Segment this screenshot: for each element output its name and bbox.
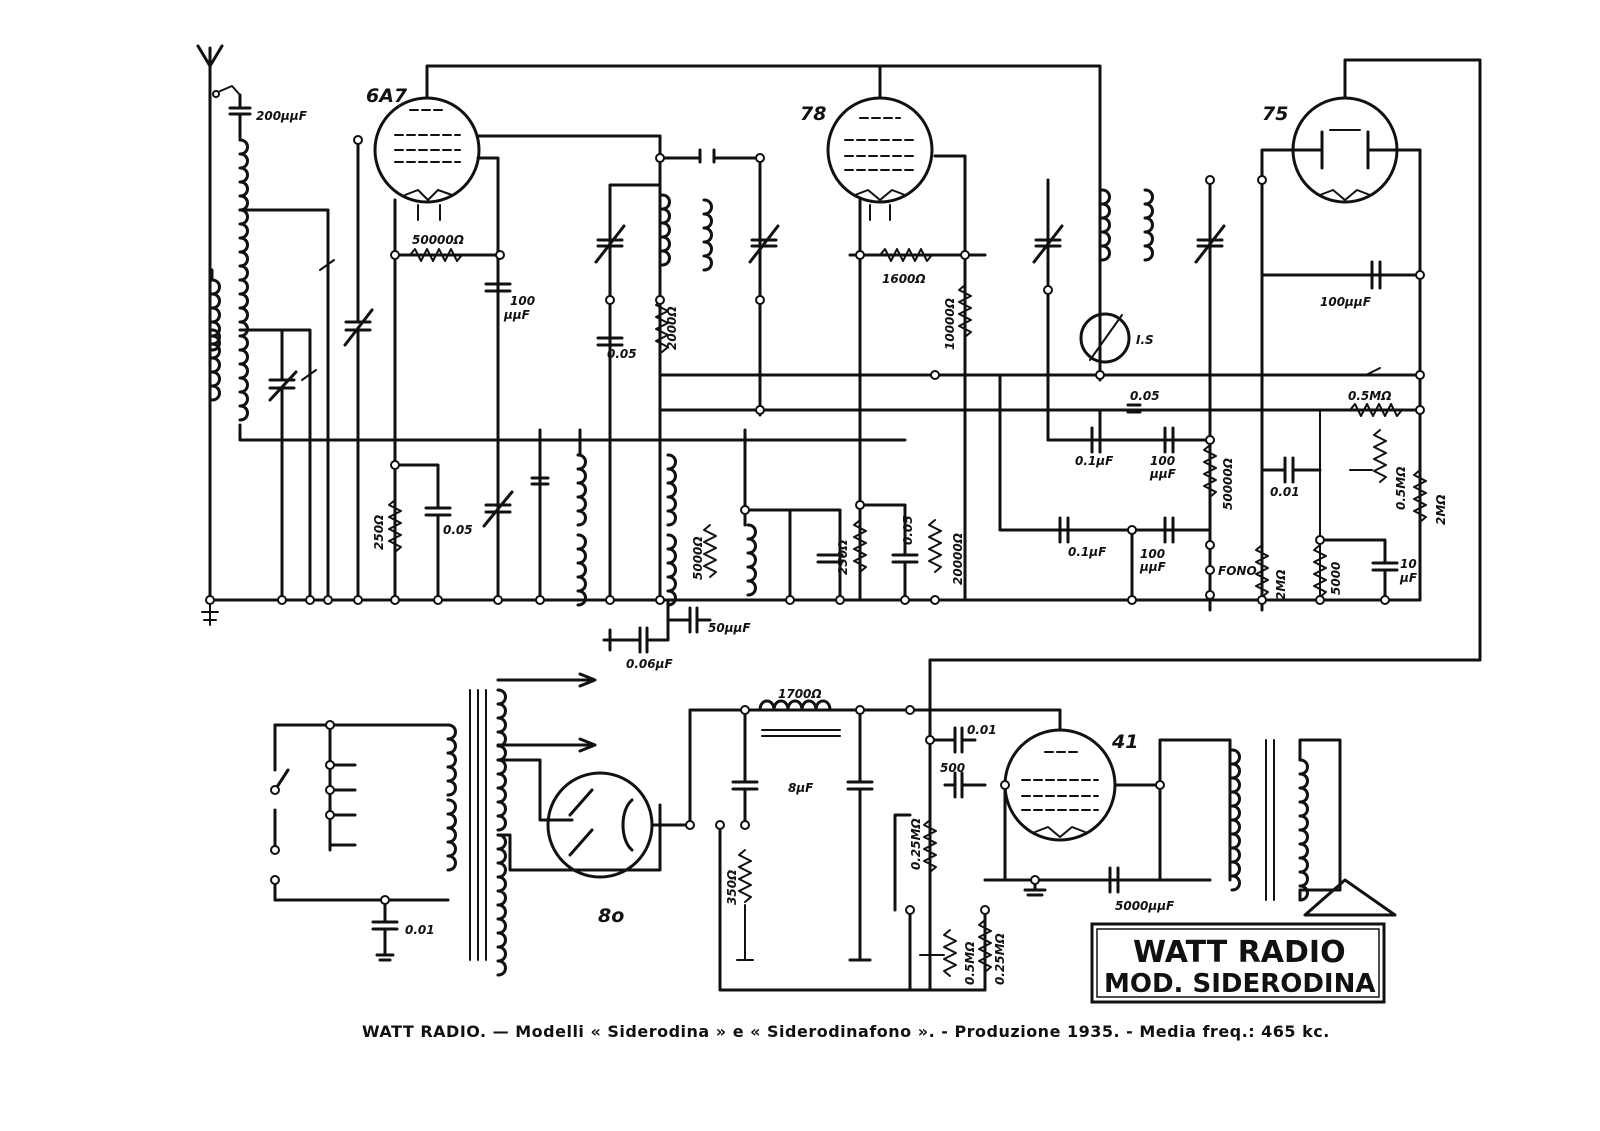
svg-text:0.1µF: 0.1µF (1075, 454, 1114, 468)
svg-text:0.25MΩ: 0.25MΩ (909, 818, 923, 870)
title-line-2: MOD. SIDERODINA (1104, 969, 1376, 999)
switch-icon (218, 86, 240, 95)
svg-text:10: 10 (1400, 557, 1417, 571)
svg-text:0.25MΩ: 0.25MΩ (993, 933, 1007, 985)
tube-6a7 (366, 85, 479, 220)
loudspeaker-icon (1305, 880, 1395, 915)
output-transformer (1232, 740, 1340, 900)
if-transformer-2 (1034, 180, 1224, 610)
capacitor-01-a (1075, 428, 1114, 468)
svg-text:250Ω: 250Ω (836, 539, 850, 575)
resistor-10000 (943, 285, 971, 350)
resistor-5000-a (691, 525, 716, 580)
label-c200: 200µµF (256, 109, 307, 123)
svg-text:2MΩ: 2MΩ (1434, 494, 1448, 525)
svg-text:250Ω: 250Ω (372, 514, 386, 550)
svg-text:5000Ω: 5000Ω (691, 536, 705, 580)
capacitor-001-c (930, 723, 997, 752)
variable-capacitor-1 (345, 140, 372, 600)
svg-text:50000Ω: 50000Ω (412, 233, 464, 247)
tube-78 (800, 98, 932, 220)
svg-text:FONO: FONO (1218, 564, 1257, 578)
resistor-20000 (929, 520, 965, 585)
svg-text:µµF: µµF (504, 308, 530, 322)
antenna-icon (198, 46, 222, 80)
capacitor-100-b (1320, 262, 1380, 309)
tube-41-wiring (985, 740, 1230, 895)
capacitor-005-d (860, 505, 917, 600)
switch-coil-group (532, 430, 842, 605)
svg-text:0.01: 0.01 (405, 923, 435, 937)
figure-caption: WATT RADIO. — Modelli « Siderodina » e « Siderodinafono ». - Produzione 1935. - Media freq.: 465 kc. (362, 1022, 1330, 1041)
tuning-indicator-is (1081, 314, 1154, 362)
svg-text:µF: µF (1400, 571, 1418, 585)
svg-text:1600Ω: 1600Ω (882, 272, 926, 286)
svg-text:20000Ω: 20000Ω (951, 533, 965, 585)
svg-text:0.05: 0.05 (901, 515, 915, 545)
svg-text:8µF: 8µF (788, 781, 814, 795)
antenna-coil (212, 270, 220, 400)
af-network-bus (660, 375, 1420, 530)
svg-text:0.1µF: 0.1µF (1068, 545, 1107, 559)
svg-text:I.S: I.S (1136, 333, 1154, 347)
tube-label-78: 78 (800, 103, 827, 125)
capacitor-005-c (395, 465, 473, 600)
tube-78-wiring (850, 66, 1100, 600)
ground-bus (202, 80, 935, 625)
svg-text:0.5MΩ: 0.5MΩ (1394, 466, 1408, 510)
capacitor-5000 (1110, 868, 1175, 913)
variable-capacitor-2 (270, 330, 296, 600)
svg-text:100: 100 (1150, 454, 1176, 468)
svg-text:0.05: 0.05 (1130, 389, 1160, 403)
svg-text:50µµF: 50µµF (708, 621, 751, 635)
output-wiring (845, 710, 1060, 990)
svg-text:5000µµF: 5000µµF (1115, 899, 1175, 913)
resistor-025-b (979, 920, 1007, 985)
svg-text:0.01: 0.01 (967, 723, 997, 737)
svg-text:350Ω: 350Ω (725, 869, 739, 905)
tube-label-80: 8o (598, 905, 625, 927)
svg-text:100: 100 (510, 294, 536, 308)
svg-text:50000Ω: 50000Ω (1221, 458, 1235, 510)
svg-text:0.05: 0.05 (607, 347, 637, 361)
svg-text:0.05: 0.05 (443, 523, 473, 537)
capacitor-100-c (1149, 428, 1177, 481)
svg-text:1700Ω: 1700Ω (778, 687, 822, 701)
capacitor-50 (668, 608, 751, 635)
oscillator-coils (240, 120, 905, 440)
if-transformer-1 (596, 136, 778, 600)
capacitor-100-a (486, 284, 535, 322)
tube-label-41: 41 (1112, 731, 1139, 753)
resistor-50000 (410, 233, 464, 261)
capacitor-001-b (373, 900, 435, 960)
filter-capacitors-8 (733, 710, 872, 960)
svg-text:0.06µF: 0.06µF (626, 657, 673, 671)
capacitor-01-b (1060, 518, 1107, 559)
capacitor-200 (230, 95, 308, 128)
tube-80-rectifier (548, 773, 652, 927)
title-line-1: WATT RADIO (1133, 935, 1346, 970)
title-box (1092, 924, 1384, 1002)
tube-label-75: 75 (1262, 103, 1289, 125)
capacitor-001-a (1262, 458, 1320, 499)
capacitor-500 (940, 761, 985, 797)
resistor-350 (725, 850, 753, 960)
resistor-250-a (372, 500, 401, 552)
capacitor-006 (604, 600, 673, 671)
svg-text:µµF: µµF (1140, 560, 1166, 574)
tube-6a7-wiring (395, 66, 880, 600)
svg-text:100: 100 (1140, 547, 1166, 561)
band-switch-wiring (240, 210, 328, 600)
resistor-05-a (1348, 389, 1402, 416)
resistor-5000-b (1314, 545, 1343, 597)
resistor-025-a (909, 818, 936, 872)
phono-input (1206, 541, 1257, 599)
svg-text:10000Ω: 10000Ω (943, 298, 957, 350)
junction-dots (206, 136, 1424, 914)
svg-text:2MΩ: 2MΩ (1274, 569, 1288, 600)
svg-text:2000Ω: 2000Ω (665, 306, 679, 350)
resistor-1600 (880, 249, 932, 286)
svg-text:0.5MΩ: 0.5MΩ (1348, 389, 1392, 403)
svg-text:100µµF: 100µµF (1320, 295, 1371, 309)
svg-text:µµF: µµF (1150, 467, 1176, 481)
svg-text:0.01: 0.01 (1270, 485, 1300, 499)
svg-text:500: 500 (940, 761, 966, 775)
tube-label-6a7: 6A7 (366, 85, 408, 107)
svg-text:0.5MΩ: 0.5MΩ (963, 941, 977, 985)
svg-text:5000: 5000 (1329, 561, 1343, 595)
